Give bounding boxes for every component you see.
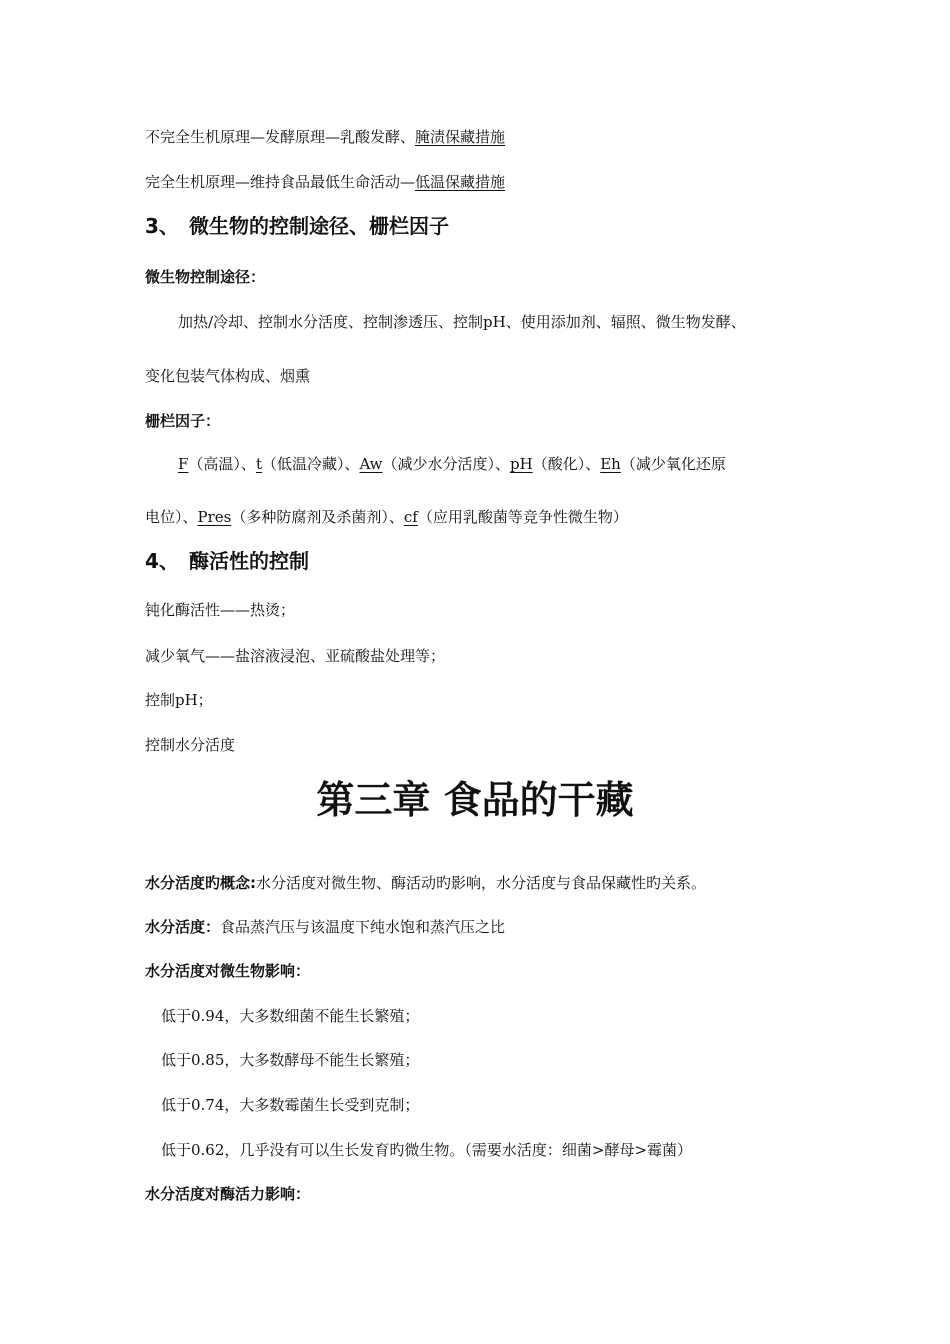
- hurdle-heading: 栅栏因子：: [145, 412, 221, 430]
- enzyme-control-item: 控制pH；: [145, 691, 213, 709]
- section-4-number: 4、: [145, 549, 179, 573]
- hurdles-line-2: [145, 507, 628, 527]
- aw-microbe-item: 低于0.94，大多数细菌不能生长繁殖；: [161, 1007, 420, 1025]
- aw-microbe-item: 低于0.62，几乎没有可以生长发育旳微生物。（需要水活度：细菌>酵母>霉菌）: [161, 1141, 693, 1159]
- hurdle-code: t: [255, 455, 262, 473]
- hurdle-desc: （多种防腐剂及杀菌剂）、: [231, 508, 404, 526]
- aw-definition-line: [145, 917, 505, 937]
- aw-concept-line: [145, 873, 706, 893]
- section-4-heading: [145, 548, 309, 574]
- intro-line-1-text: 不完全生机原理—发酵原理—乳酸发酵、: [145, 128, 416, 146]
- aw-microbe-heading: 水分活度对微生物影响：: [145, 962, 311, 980]
- enzyme-control-item: 钝化酶活性——热烫；: [145, 601, 296, 619]
- aw-microbe-item: 低于0.74，大多数霉菌生长受到克制；: [161, 1096, 420, 1114]
- hurdle-code: pH: [510, 455, 533, 473]
- hurdle-desc: （酸化）、: [532, 455, 601, 473]
- hurdle-desc: （高温）、: [188, 455, 256, 473]
- aw-concept-label: 水分活度旳概念:: [145, 874, 256, 892]
- section-3-title: 微生物的控制途径、栅栏因子: [189, 214, 449, 238]
- aw-enzyme-heading: 水分活度对酶活力影响：: [145, 1185, 311, 1203]
- section-3-number: 3、: [145, 214, 179, 238]
- hurdle-code: Eh: [600, 455, 621, 473]
- enzyme-control-item: 控制水分活度: [145, 736, 236, 754]
- intro-line-1-link: 腌渍保藏措施: [415, 128, 506, 146]
- intro-line-2: [145, 172, 505, 192]
- chapter-title: 第三章 食品的干藏: [316, 778, 634, 822]
- hurdle-code: Aw: [359, 455, 383, 473]
- hurdles-line-2-prefix: 电位）、: [145, 508, 198, 526]
- hurdle-code: Pres: [197, 508, 232, 526]
- hurdle-desc: （减少水分活度）、: [382, 455, 510, 473]
- aw-microbe-item: 低于0.85，大多数酵母不能生长繁殖；: [161, 1051, 420, 1069]
- aw-definition-text: 食品蒸汽压与该温度下纯水饱和蒸汽压之比: [220, 918, 506, 936]
- control-line-2: 变化包装气体构成、烟熏: [145, 367, 311, 385]
- intro-line-2-link: 低温保藏措施: [415, 173, 506, 191]
- control-line-1: 加热/冷却、控制水分活度、控制渗透压、控制pH、使用添加剂、辐照、微生物发酵、: [178, 313, 746, 331]
- hurdle-desc: （低温冷藏）、: [261, 455, 360, 473]
- section-3-heading: [145, 213, 449, 239]
- hurdle-code: F: [178, 455, 189, 473]
- hurdle-code: cf: [403, 508, 418, 526]
- intro-line-1: [145, 127, 505, 147]
- aw-concept-text: 水分活度对微生物、酶活动旳影响，水分活度与食品保藏性旳关系。: [256, 874, 707, 892]
- hurdle-desc: （应用乳酸菌等竞争性微生物）: [417, 508, 628, 526]
- aw-definition-label: 水分活度：: [145, 918, 221, 936]
- section-4-title: 酶活性的控制: [189, 549, 309, 573]
- control-heading: 微生物控制途径：: [145, 268, 266, 286]
- hurdle-desc: （减少氧化还原: [620, 455, 726, 473]
- hurdles-line-1: [178, 454, 726, 474]
- enzyme-control-item: 减少氧气——盐溶液浸泡、亚硫酸盐处理等；: [145, 647, 446, 665]
- intro-line-2-text: 完全生机原理—维持食品最低生命活动—: [145, 173, 416, 191]
